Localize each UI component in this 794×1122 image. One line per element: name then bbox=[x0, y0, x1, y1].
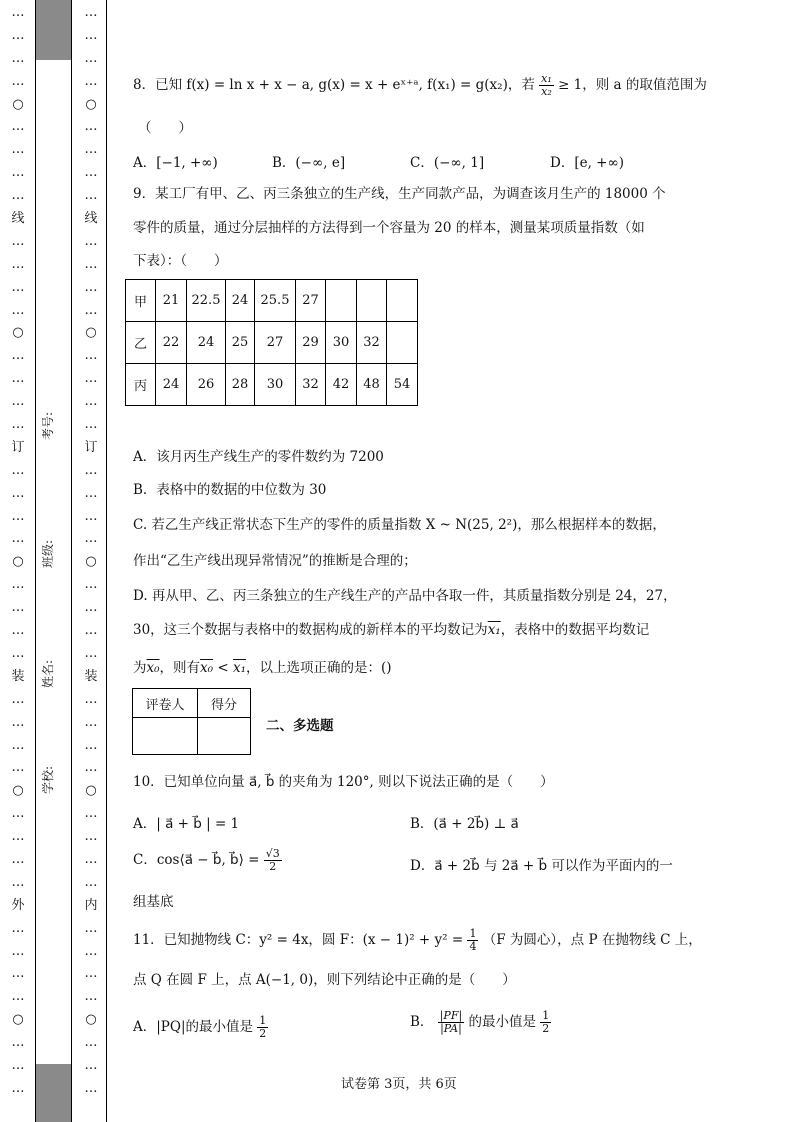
margin-glyph: … bbox=[11, 485, 25, 501]
margin-glyph: … bbox=[84, 1035, 98, 1051]
page-footer: 试卷第 3页，共 6页 bbox=[341, 1077, 457, 1092]
margin-glyph: … bbox=[84, 348, 98, 364]
q9-option-d-line2: 30，这三个数据与表格中的数据构成的新样本的平均数记为x₁，表格中的数据平均数记 bbox=[133, 622, 650, 638]
table-cell: 22.5 bbox=[187, 280, 226, 322]
table-row-jia bbox=[126, 280, 418, 322]
table-cell: 48 bbox=[357, 364, 387, 406]
margin-glyph: … bbox=[11, 73, 25, 89]
table-cell: 54 bbox=[387, 364, 418, 406]
margin-glyph: … bbox=[84, 302, 98, 318]
margin-glyph: … bbox=[84, 645, 98, 661]
margin-glyph: … bbox=[11, 806, 25, 822]
margin-glyph: … bbox=[84, 256, 98, 272]
margin-glyph: … bbox=[11, 874, 25, 890]
margin-glyph: … bbox=[84, 485, 98, 501]
margin-glyph: … bbox=[11, 760, 25, 776]
section-title: 二、多选题 bbox=[266, 718, 334, 734]
margin-glyph: … bbox=[84, 829, 98, 845]
margin-glyph: 装 bbox=[11, 668, 25, 684]
margin-glyph: … bbox=[84, 623, 98, 639]
margin-glyph: … bbox=[11, 1035, 25, 1051]
table-cell: 24 bbox=[226, 280, 255, 322]
margin-glyph: … bbox=[11, 714, 25, 730]
margin-glyph: 外 bbox=[11, 897, 25, 913]
margin-glyph: … bbox=[11, 851, 25, 867]
margin-glyph: … bbox=[84, 233, 98, 249]
margin-glyph: … bbox=[84, 119, 98, 135]
margin-glyph: 线 bbox=[84, 211, 98, 227]
margin-rule-inner bbox=[106, 0, 107, 1122]
table-cell: 24 bbox=[187, 322, 226, 364]
margin-glyph: … bbox=[11, 508, 25, 524]
q8-option-a[interactable]: A．[−1, +∞) bbox=[133, 155, 218, 171]
q9-line3: 下表）：（ ） bbox=[133, 253, 228, 269]
table-cell: 30 bbox=[255, 364, 296, 406]
margin-glyph: … bbox=[84, 600, 98, 616]
q9-option-c-line2: 作出“乙生产线出现异常情况”的推断是合理的； bbox=[133, 553, 417, 569]
margin-glyph: … bbox=[84, 1080, 98, 1096]
table-cell: 32 bbox=[357, 322, 387, 364]
table-cell: 32 bbox=[296, 364, 326, 406]
margin-glyph: ○ bbox=[12, 783, 24, 799]
margin-rule-left bbox=[35, 0, 36, 1122]
margin-glyph: … bbox=[11, 119, 25, 135]
margin-glyph: … bbox=[11, 165, 25, 181]
q9-option-c-line1[interactable]: C. 若乙生产线正常状态下生产的零件的质量指数 X ~ N(25, 2²)，那么根据样本的数据， bbox=[133, 517, 666, 533]
table-cell: 25.5 bbox=[255, 280, 296, 322]
table-cell: 30 bbox=[326, 322, 357, 364]
margin-glyph: 内 bbox=[84, 897, 98, 913]
score-box bbox=[132, 688, 251, 755]
margin-glyph: … bbox=[84, 50, 98, 66]
table-cell: 24 bbox=[156, 364, 187, 406]
margin-glyph: ○ bbox=[85, 96, 97, 112]
margin-rule-right bbox=[71, 0, 72, 1122]
table-cell: 27 bbox=[255, 322, 296, 364]
table-cell: 25 bbox=[226, 322, 255, 364]
margin-glyph: … bbox=[11, 829, 25, 845]
score-cell[interactable] bbox=[198, 718, 251, 755]
margin-glyph: … bbox=[84, 737, 98, 753]
margin-glyph: … bbox=[11, 348, 25, 364]
table-cell: 丙 bbox=[126, 364, 156, 406]
q9-line1: 9．某工厂有甲、乙、丙三条独立的生产线，生产同款产品，为调查该月生产的 18000 个 bbox=[133, 186, 666, 202]
margin-glyph: … bbox=[11, 1057, 25, 1073]
margin-glyph: … bbox=[11, 737, 25, 753]
margin-glyph: 线 bbox=[11, 211, 25, 227]
margin-glyph: … bbox=[84, 142, 98, 158]
margin-glyph: … bbox=[84, 73, 98, 89]
margin-glyph: ○ bbox=[12, 96, 24, 112]
margin-glyph: … bbox=[84, 394, 98, 410]
margin-glyph: … bbox=[11, 256, 25, 272]
margin-glyph: … bbox=[84, 279, 98, 295]
class-label: 班级: bbox=[41, 539, 55, 568]
q10-option-d[interactable]: D．a⃗ + 2b⃗ 与 2a⃗ + b⃗ 可以作为平面内的一 bbox=[410, 858, 673, 874]
table-cell bbox=[357, 280, 387, 322]
outer-dotted-line bbox=[11, 6, 25, 1105]
margin-glyph: … bbox=[84, 1057, 98, 1073]
margin-glyph: … bbox=[84, 851, 98, 867]
margin-glyph: … bbox=[11, 233, 25, 249]
inner-dotted-line bbox=[84, 6, 98, 1105]
exam-no-label: 考号: bbox=[41, 411, 55, 440]
q11-line2: 点 Q 在圆 F 上，点 A(−1, 0)，则下列结论中正确的是（ ） bbox=[133, 972, 516, 988]
margin-glyph: … bbox=[84, 989, 98, 1005]
margin-glyph: … bbox=[84, 417, 98, 433]
q9-option-d-line3: 为x₀，则有x₀ < x₁，以上选项正确的是：() bbox=[133, 660, 392, 676]
margin-glyph: … bbox=[84, 691, 98, 707]
q10-option-b[interactable]: B．(a⃗ + 2b⃗) ⊥ a⃗ bbox=[410, 816, 519, 832]
margin-glyph: … bbox=[11, 577, 25, 593]
table-cell: 22 bbox=[156, 322, 187, 364]
table-cell: 42 bbox=[326, 364, 357, 406]
q10-option-c[interactable]: C．cos⟨a⃗ − b⃗, b⃗⟩ = $\frac{√3}{2}$ bbox=[133, 847, 280, 873]
margin-glyph: … bbox=[11, 966, 25, 982]
margin-glyph: … bbox=[84, 874, 98, 890]
score-header: 得分 bbox=[198, 689, 251, 718]
table-cell: 27 bbox=[296, 280, 326, 322]
margin-glyph: … bbox=[11, 691, 25, 707]
q11-a-fraction: $\frac{1}{2}$ bbox=[259, 1014, 267, 1040]
margin-glyph: 装 bbox=[84, 668, 98, 684]
margin-glyph: … bbox=[11, 417, 25, 433]
margin-glyph: … bbox=[11, 645, 25, 661]
q10-stem: 10．已知单位向量 a⃗, b⃗ 的夹角为 120°, 则以下说法正确的是（ ） bbox=[133, 774, 554, 790]
margin-glyph: … bbox=[11, 302, 25, 318]
table-cell bbox=[326, 280, 357, 322]
q8-fraction: $\frac{\text{x₁}}{\text{x₂}}$ bbox=[541, 72, 552, 98]
margin-glyph: 订 bbox=[84, 439, 98, 455]
margin-glyph: … bbox=[11, 394, 25, 410]
table-cell: 26 bbox=[187, 364, 226, 406]
q9-option-a[interactable]: A．该月丙生产线生产的零件数约为 7200 bbox=[133, 449, 384, 465]
margin-glyph: ○ bbox=[85, 325, 97, 341]
margin-glyph: … bbox=[84, 371, 98, 387]
q9-option-d-line1[interactable]: D. 再从甲、乙、丙三条独立的生产线生产的产品中各取一件，其质量指数分别是 24，27， bbox=[133, 588, 677, 604]
margin-glyph: … bbox=[11, 920, 25, 936]
q8-option-d[interactable]: D．[e, +∞) bbox=[550, 155, 624, 171]
q11-b-ratio: $\frac{|PF|}{|PA|}$ bbox=[439, 1009, 463, 1035]
margin-glyph: … bbox=[11, 188, 25, 204]
table-row-bing bbox=[126, 364, 418, 406]
margin-glyph: … bbox=[11, 142, 25, 158]
school-label: 学校: bbox=[41, 765, 55, 794]
margin-glyph: … bbox=[84, 531, 98, 547]
q11-option-a[interactable]: A．|PQ|的最小值是 $\frac{1}{2}$ bbox=[133, 1014, 267, 1040]
q8-blank: （ ） bbox=[138, 120, 192, 136]
gray-bar-top bbox=[35, 0, 71, 60]
margin-glyph: … bbox=[11, 279, 25, 295]
margin-glyph: … bbox=[84, 188, 98, 204]
q10-option-a[interactable]: A．| a⃗ + b⃗ | = 1 bbox=[133, 816, 240, 832]
table-cell: 甲 bbox=[126, 280, 156, 322]
q11-b-fraction: $\frac{1}{2}$ bbox=[542, 1009, 550, 1035]
margin-glyph: … bbox=[11, 27, 25, 43]
q11-option-b[interactable]: B． $\frac{|PF|}{|PA|}$ 的最小值是 $\frac{1}{2}$ bbox=[410, 1009, 550, 1035]
q10-c-fraction: $\frac{√3}{2}$ bbox=[265, 847, 280, 873]
margin-glyph: … bbox=[84, 508, 98, 524]
margin-glyph: ○ bbox=[85, 554, 97, 570]
margin-glyph: … bbox=[11, 5, 25, 20]
margin-glyph: … bbox=[84, 165, 98, 181]
margin-glyph: ○ bbox=[12, 554, 24, 570]
table-cell: 29 bbox=[296, 322, 326, 364]
gray-bar-bottom bbox=[35, 1064, 71, 1122]
binding-margin bbox=[0, 0, 110, 1122]
grader-cell[interactable] bbox=[133, 718, 198, 755]
margin-glyph: … bbox=[84, 943, 98, 959]
margin-glyph: … bbox=[84, 920, 98, 936]
q10-option-d-cont: 组基底 bbox=[133, 894, 174, 910]
table-row-yi bbox=[126, 322, 418, 364]
margin-glyph: ○ bbox=[12, 325, 24, 341]
margin-glyph: … bbox=[11, 623, 25, 639]
q11-stem: 11．已知抛物线 C：y² = 4x，圆 F：(x − 1)² + y² = $\frac{1}{4}$ （F 为圆心），点 P 在抛物线 C 上， bbox=[133, 927, 702, 953]
q9-line2: 零件的质量，通过分层抽样的方法得到一个容量为 20 的样本，测量某项质量指数（如 bbox=[133, 220, 645, 236]
margin-glyph: … bbox=[84, 806, 98, 822]
table-cell: 28 bbox=[226, 364, 255, 406]
table-cell bbox=[387, 322, 418, 364]
margin-glyph: … bbox=[84, 577, 98, 593]
quality-index-table bbox=[125, 279, 418, 406]
margin-glyph: … bbox=[11, 462, 25, 478]
margin-glyph: … bbox=[11, 371, 25, 387]
margin-glyph: … bbox=[11, 989, 25, 1005]
margin-glyph: … bbox=[11, 50, 25, 66]
margin-glyph: … bbox=[84, 27, 98, 43]
q8-stem: 8．已知 f(x) = ln x + x − a, g(x) = x + eˣ⁺ᵃ, f(x₁) = g(x₂)，若 $\frac{\text{x₁}}{\text{x₂}}$ ≥ 1，则 a 的取值范围为 bbox=[133, 72, 707, 98]
margin-glyph: … bbox=[84, 760, 98, 776]
margin-glyph: ○ bbox=[85, 783, 97, 799]
margin-glyph: … bbox=[84, 462, 98, 478]
margin-glyph: … bbox=[11, 943, 25, 959]
table-cell: 21 bbox=[156, 280, 187, 322]
margin-glyph: … bbox=[84, 714, 98, 730]
margin-glyph: … bbox=[84, 5, 98, 20]
margin-glyph: ○ bbox=[12, 1012, 24, 1028]
table-cell: 乙 bbox=[126, 322, 156, 364]
grader-header: 评卷人 bbox=[133, 689, 198, 718]
margin-glyph: … bbox=[84, 966, 98, 982]
margin-glyph: 订 bbox=[11, 439, 25, 455]
margin-glyph: ○ bbox=[85, 1012, 97, 1028]
margin-glyph: … bbox=[11, 531, 25, 547]
q9-option-b[interactable]: B．表格中的数据的中位数为 30 bbox=[133, 482, 327, 498]
q8-option-b[interactable]: B．(−∞, e] bbox=[272, 155, 346, 171]
table-cell bbox=[387, 280, 418, 322]
name-label: 姓名: bbox=[41, 659, 55, 688]
margin-glyph: … bbox=[11, 600, 25, 616]
margin-glyph: … bbox=[11, 1080, 25, 1096]
q11-fraction: $\frac{1}{4}$ bbox=[469, 927, 477, 953]
q8-option-c[interactable]: C．(−∞, 1] bbox=[410, 155, 485, 171]
